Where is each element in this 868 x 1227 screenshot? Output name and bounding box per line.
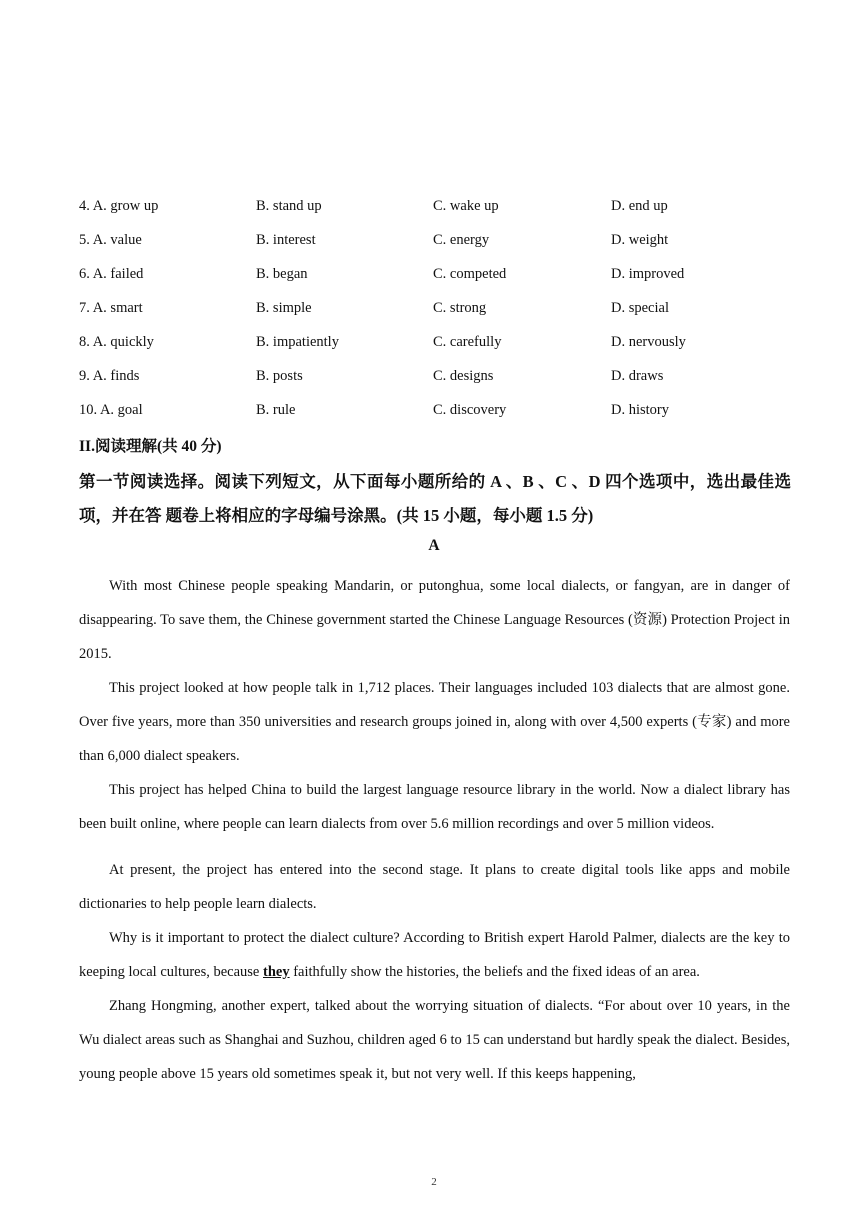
option-a: 6. A. failed [79,266,144,282]
option-b: B. rule [256,402,296,418]
paragraph-1: With most Chinese people speaking Mandarin, or putonghua, some local dialects, or fangyan, are in danger of disappearing. To save them, the Chinese government started the Chinese Language Resources (资源) Protection Project in 2015. [79,578,790,662]
option-b: B. simple [256,300,312,316]
option-row-9 [79,366,799,400]
paragraph-5-text-end: faithfully show the histories, the beliefs and the fixed ideas of an area. [289,964,700,980]
option-row-8 [79,332,799,366]
option-d: D. special [611,300,669,316]
option-row-10 [79,400,799,434]
option-b: B. began [256,266,308,282]
option-c: C. strong [433,300,487,316]
option-row-4 [79,196,799,230]
option-c: C. carefully [433,334,502,350]
paragraph-6: Zhang Hongming, another expert, talked about the worrying situation of dialects. “For about over 10 years, in the Wu dialect areas such as Shanghai and Suzhou, children aged 6 to 15 can understand but hardly speak the dialect. Besides, young people above 15 years old sometimes speak it, but not very well. If this keeps happening, [79,998,790,1082]
option-row-6 [79,264,799,298]
page-number: 2 [431,1176,437,1188]
section-instruction: 第一节阅读选择。阅读下列短文，从下面每小题所给的 A 、B 、C 、D 四个选项中，选出最佳选项，并在答 题卷上将相应的字母编号涂黑。(共 15 小题，每小题 1.5 分) [79,472,791,525]
passage-heading: A [428,537,440,554]
section-title: II.阅读理解(共 40 分) [79,438,222,455]
option-c: C. energy [433,232,490,248]
reading-passage [79,569,790,1091]
option-c: C. discovery [433,402,507,418]
option-row-7 [79,298,799,332]
option-a: 4. A. grow up [79,198,159,214]
option-a: 8. A. quickly [79,334,154,350]
option-a: 10. A. goal [79,402,143,418]
option-d: D. history [611,402,669,418]
option-b: B. interest [256,232,316,248]
option-d: D. nervously [611,334,686,350]
option-c: C. wake up [433,198,499,214]
paragraph-5 [79,921,790,989]
underlined-word: they [263,964,290,980]
paragraph-2: This project looked at how people talk in 1,712 places. Their languages included 103 dialects that are almost gone. Over five years, more than 350 universities and research groups joined in, along with over 4,500 experts (专家) and more than 6,000 dialect speakers. [79,680,790,764]
option-row-5 [79,230,799,264]
option-c: C. designs [433,368,494,384]
cloze-options [79,196,799,434]
option-b: B. impatiently [256,334,339,350]
option-a: 5. A. value [79,232,142,248]
option-d: D. draws [611,368,664,384]
option-d: D. end up [611,198,668,214]
option-c: C. competed [433,266,507,282]
option-d: D. improved [611,266,685,282]
option-b: B. stand up [256,198,322,214]
option-d: D. weight [611,232,669,248]
option-a: 7. A. smart [79,300,143,316]
option-b: B. posts [256,368,303,384]
paragraph-5-text: Why is it important to protect the dialect culture? According to British expert Harold Palmer, dialects are the key to keeping local cultures, because [79,930,790,980]
option-a: 9. A. finds [79,368,140,384]
paragraph-4: At present, the project has entered into the second stage. It plans to create digital tools like apps and mobile dictionaries to help people learn dialects. [79,862,790,912]
paragraph-3: This project has helped China to build the largest language resource library in the world. Now a dialect library has been built online, where people can learn dialects from over 5.6 million recordings and over 5 million videos. [79,782,790,832]
